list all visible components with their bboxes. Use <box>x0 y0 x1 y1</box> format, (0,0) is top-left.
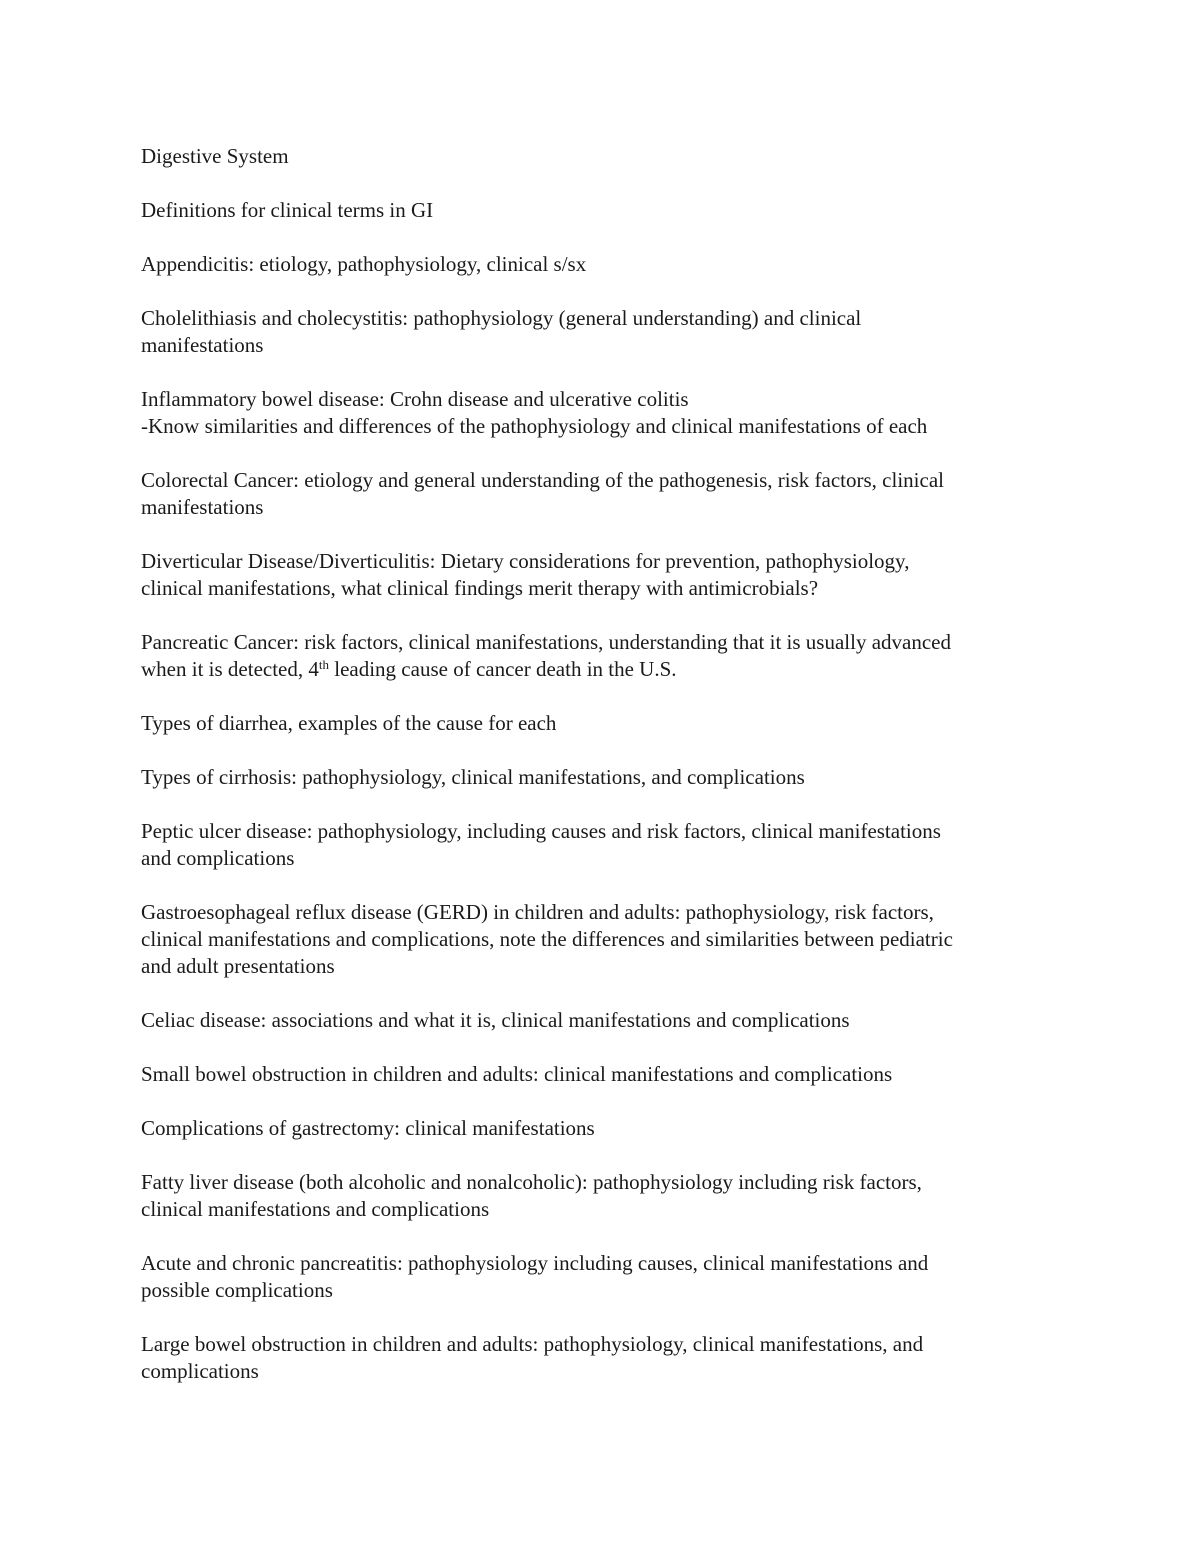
topic-peptic-ulcer <box>141 818 1061 872</box>
topic-line: clinical manifestations and complications, note the differences and similarities between pediatric <box>141 927 953 951</box>
topic-colorectal-cancer <box>141 467 1061 521</box>
topic-diarrhea <box>141 710 1061 737</box>
topic-line: Cholelithiasis and cholecystitis: pathophysiology (general understanding) and clinical <box>141 306 862 330</box>
topic-line: Large bowel obstruction in children and adults: pathophysiology, clinical manifestations, and <box>141 1332 924 1356</box>
topic-line: -Know similarities and differences of the pathophysiology and clinical manifestations of each <box>141 414 928 438</box>
topic-line: Complications of gastrectomy: clinical manifestations <box>141 1116 595 1140</box>
topic-line: possible complications <box>141 1278 333 1302</box>
topic-line: Types of cirrhosis: pathophysiology, clinical manifestations, and complications <box>141 765 805 789</box>
topic-line: clinical manifestations, what clinical findings merit therapy with antimicrobials? <box>141 576 819 600</box>
topic-line: Types of diarrhea, examples of the cause for each <box>141 711 557 735</box>
topic-line: clinical manifestations and complications <box>141 1197 490 1221</box>
topic-line: Acute and chronic pancreatitis: pathophysiology including causes, clinical manifestations and <box>141 1251 929 1275</box>
topic-line: and adult presentations <box>141 954 335 978</box>
topic-cirrhosis <box>141 764 1061 791</box>
topic-appendicitis <box>141 251 1061 278</box>
topic-line: manifestations <box>141 333 264 357</box>
topic-line: manifestations <box>141 495 264 519</box>
topic-line: and complications <box>141 846 295 870</box>
topic-ibd <box>141 386 1061 440</box>
topic-line: Appendicitis: etiology, pathophysiology, clinical s/sx <box>141 252 587 276</box>
topic-line: Celiac disease: associations and what it is, clinical manifestations and complications <box>141 1008 850 1032</box>
topic-fatty-liver <box>141 1169 1061 1223</box>
topic-pancreatitis <box>141 1250 1061 1304</box>
topic-line: Fatty liver disease (both alcoholic and nonalcoholic): pathophysiology including risk factors, <box>141 1170 922 1194</box>
document-subtitle: Definitions for clinical terms in GI <box>141 198 434 222</box>
topic-line: Inflammatory bowel disease: Crohn disease and ulcerative colitis <box>141 387 689 411</box>
topic-line: Pancreatic Cancer: risk factors, clinical manifestations, understanding that it is usually advanced <box>141 630 951 654</box>
topic-line: Diverticular Disease/Diverticulitis: Dietary considerations for prevention, pathophysiology, <box>141 549 910 573</box>
topic-line: Small bowel obstruction in children and adults: clinical manifestations and complications <box>141 1062 893 1086</box>
topic-line: Peptic ulcer disease: pathophysiology, including causes and risk factors, clinical manifestations <box>141 819 941 843</box>
topic-line: when it is detected, 4th leading cause of cancer death in the U.S. <box>141 657 677 681</box>
topic-celiac <box>141 1007 1061 1034</box>
topic-line: Gastroesophageal reflux disease (GERD) in children and adults: pathophysiology, risk factors, <box>141 900 934 924</box>
topic-pancreatic-cancer <box>141 629 1061 683</box>
topic-gerd <box>141 899 1061 980</box>
topic-small-bowel-obstruction <box>141 1061 1061 1088</box>
document-body <box>141 143 1061 1412</box>
topic-line: complications <box>141 1359 259 1383</box>
ordinal-superscript: th <box>318 657 329 672</box>
document-title: Digestive System <box>141 144 289 168</box>
topic-line: Colorectal Cancer: etiology and general understanding of the pathogenesis, risk factors, clinical <box>141 468 944 492</box>
topic-diverticular-disease <box>141 548 1061 602</box>
topic-cholelithiasis <box>141 305 1061 359</box>
topic-gastrectomy <box>141 1115 1061 1142</box>
topic-large-bowel-obstruction <box>141 1331 1061 1385</box>
